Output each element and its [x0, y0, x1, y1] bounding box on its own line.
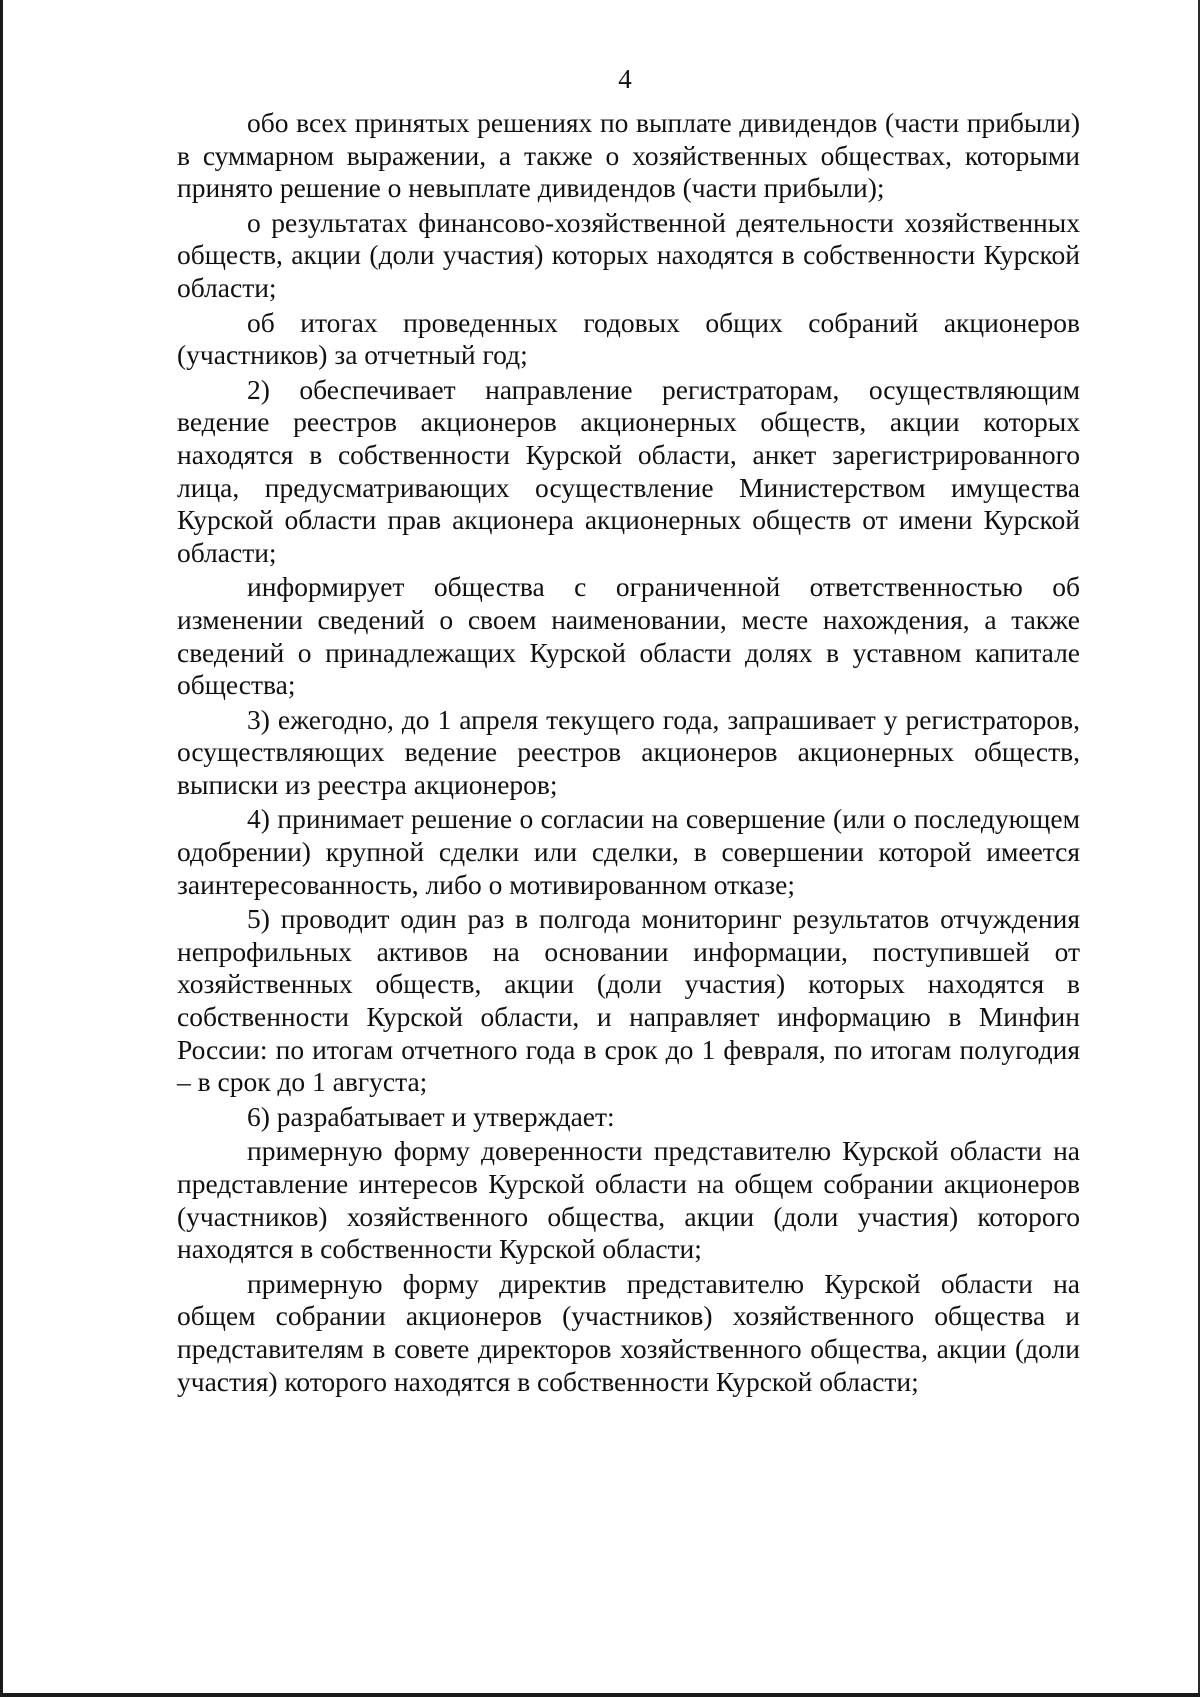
paragraph-item-3-extracts: 3) ежегодно, до 1 апреля текущего года, запрашивает у регистраторов, осуществляющих ведение реестров акционеров акционерных обществ, выписки из реестра акционеров;	[177, 703, 1080, 800]
paragraph-llc-information: информирует общества с ограниченной ответственностью об изменении сведений о своем наименовании, месте нахождения, а также сведений о принадлежащих Курской области долях в уставном капитале общества;	[177, 571, 1080, 701]
paragraph-item-6-develops: 6) разрабатывает и утверждает:	[247, 1100, 615, 1132]
page-number: 4	[618, 64, 632, 94]
scan-border-bottom	[0, 1693, 1200, 1697]
paragraph-item-5-monitoring: 5) проводит один раз в полгода мониторинг результатов отчуждения непрофильных активов на основании информации, поступившей от хозяйственных обществ, акции (доли участия) которых находятся в собственности Курской области, и направляет информацию в Минфин России: по итогам отчетного года в срок до 1 февраля, по итогам полугодия – в срок до 1 августа;	[177, 903, 1080, 1098]
paragraph-dividends: обо всех принятых решениях по выплате дивидендов (части прибыли) в суммарном выражении, а также о хозяйственных обществах, которыми принято решение о невыплате дивидендов (части прибыли);	[177, 107, 1080, 204]
scan-border-left	[0, 0, 3, 1697]
paragraph-power-of-attorney-form: примерную форму доверенности представителю Курской области на представление интересов Курской области на общем собрании акционеров (участников) хозяйственного общества, акции (доли участия) которого находятся в собственности Курской области;	[177, 1135, 1080, 1265]
paragraph-item-2-registrars: 2) обеспечивает направление регистраторам, осуществляющим ведение реестров акционеров акционерных обществ, акции которых находятся в собственности Курской области, анкет зарегистрированного лица, предусматривающих осуществление Министерством имущества Курской области прав акционера акционерных обществ от имени Курской области;	[177, 373, 1080, 568]
paragraph-item-4-consent: 4) принимает решение о согласии на совершение (или о последующем одобрении) крупной сделки или сделки, в совершении которой имеется заинтересованность, либо о мотивированном отказе;	[177, 803, 1080, 900]
document-body	[177, 107, 1080, 1398]
paragraph-financial-results: о результатах финансово-хозяйственной деятельности хозяйственных обществ, акции (доли участия) которых находятся в собственности Курской области;	[177, 206, 1080, 303]
paragraph-annual-meetings: об итогах проведенных годовых общих собраний акционеров (участников) за отчетный год;	[177, 306, 1080, 371]
paragraph-directives-form: примерную форму директив представителю Курской области на общем собрании акционеров (участников) хозяйственного общества и представителям в совете директоров хозяйственного общества, акции (доли участия) которого находятся в собственности Курской области;	[177, 1267, 1080, 1397]
